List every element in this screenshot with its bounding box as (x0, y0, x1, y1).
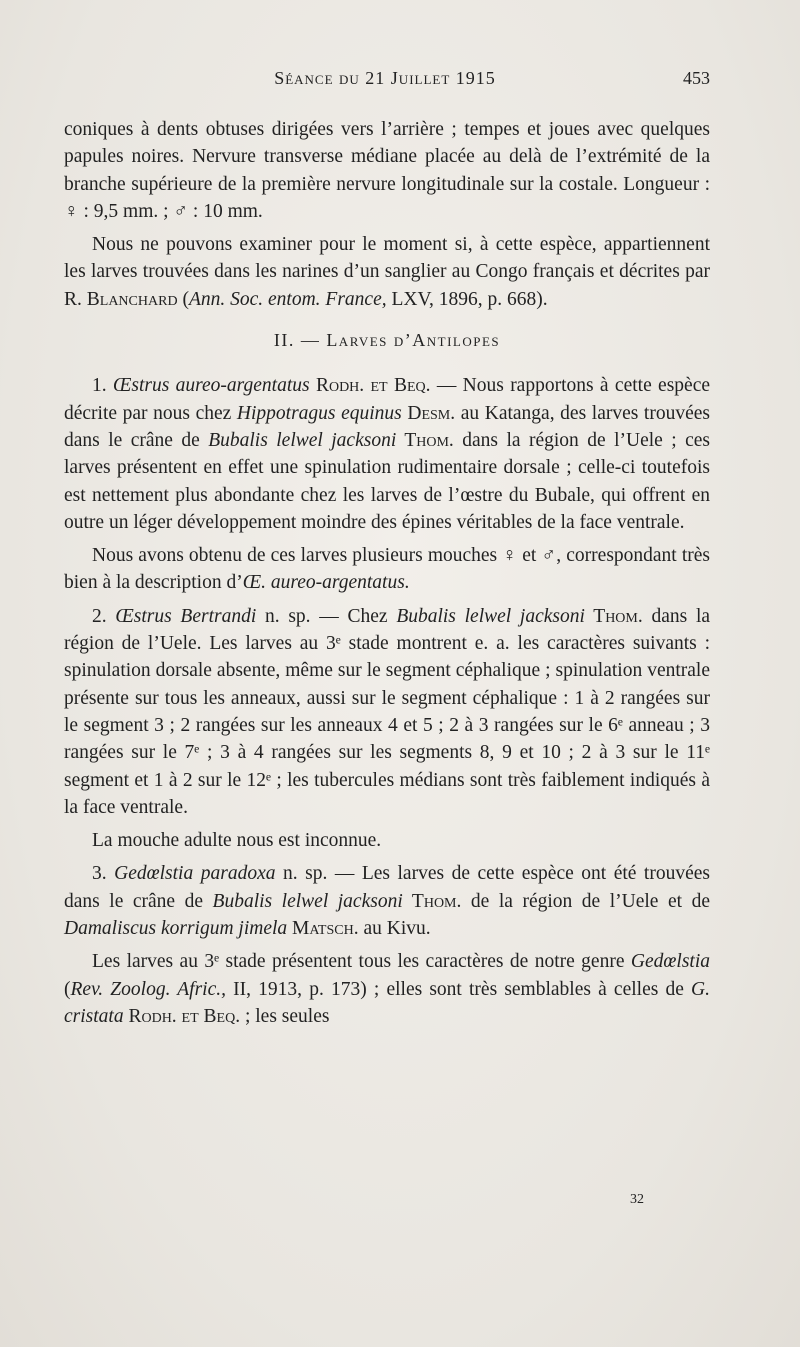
running-head: Séance du 21 Juillet 1915 (274, 68, 496, 88)
paragraph-oestrus-aureo: 1. Œstrus aureo-argentatus Rodh. et Beq. — Nous rapportons à cette espèce décrite par nous chez Hippotragus equinus Desm. au Katanga, des larves trouvées dans le crâne de Bubalis lelwel jacksoni Thom. dans la région de l’Uele ; ces larves présentent en effet une spinulation rudimentaire dorsale ; celle-ci toutefois est nettement plus abondante chez les larves de l’œstre du Bubale, qui offrent en outre un léger développement moindre des épines véritables de la face ventrale. (64, 375, 711, 533)
host-name: Bubalis lelwel jacksoni (208, 429, 397, 451)
species-name: Gedœlstia paradoxa (114, 863, 276, 885)
host-name: Bubalis lelwel jacksoni (212, 890, 403, 912)
species-name: G. cristata (64, 978, 711, 1027)
species-name: Œstrus Bertrandi (115, 605, 257, 627)
journal-title: Ann. Soc. entom. France, (188, 288, 387, 310)
paragraph-mouches: Nous avons obtenu de ces larves plusieurs mouches ♀ et ♂, correspondant très bien à la description d’Œ. aureo-argentatus. (64, 545, 710, 594)
paragraph-oestrus-bertrandi: 2. Œstrus Bertrandi n. sp. — Chez Bubalis lelwel jacksoni Thom. dans la région de l’Uele. Les larves au 3ᵉ stade montrent e. a. les caractères suivants : spinulation dorsale absente, même sur le segment céphalique ; spinulation ventrale présente sur tous les anneaux, aussi sur le segment céphalique : 1 à 2 rangées sur le segment 3 ; 2 rangées sur les anneaux 4 et 5 ; 2 à 3 rangées sur le 6ᵉ anneau ; 3 rangées sur le 7ᵉ ; 3 à 4 rangées sur les segments 8, 9 et 10 ; 2 à 3 sur le 11ᵉ segment et 1 à 2 sur le 12ᵉ ; les tubercules médians sont très faiblement indiqués à la face ventrale. (64, 605, 711, 818)
paragraph-larves-sanglier: Nous ne pouvons examiner pour le moment si, à cette espèce, appartiennent les larves trouvées dans les narines d’un sanglier au Congo français et décrites par R. Blanchard (Ann. Soc. entom. France, LXV, 1896, p. 668). (64, 234, 710, 310)
journal-title: Rev. Zoolog. Afric., (70, 978, 226, 1000)
author-name: Blanchard (86, 288, 178, 310)
species-name: Œstrus aureo-argentatus (112, 375, 310, 397)
signature-mark: 32 (630, 1192, 644, 1207)
paragraph-continuation: coniques à dents obtuses dirigées vers l’arrière ; tempes et joues avec quelques papules noires. Nervure transverse médiane placée au delà de l’extrémité de la branche supérieure de la première nervure longitudinale sur la costale. Longueur : ♀ : 9,5 mm. ; ♂ : 10 mm. (64, 119, 710, 222)
paragraph-gedoelstia: 3. Gedœlstia paradoxa n. sp. — Les larves de cette espèce ont été trouvées dans le crâne de Bubalis lelwel jacksoni Thom. de la région de l’Uele et de Damaliscus korrigum jimela Matsch. au Kivu. (64, 863, 710, 940)
host-name: Damaliscus korrigum jimela (64, 918, 288, 940)
species-name: Œ. aureo-argentatus. (242, 572, 410, 594)
paragraph-mouche-inconnue: La mouche adulte nous est inconnue. (92, 830, 382, 852)
page-header (60, 68, 710, 98)
section-title: II. — Larves d’Antilopes (273, 330, 501, 351)
host-name: Hippotragus equinus (236, 402, 402, 424)
host-name: Bubalis lelwel jacksoni (396, 605, 585, 627)
genus-name: Gedœlstia (630, 951, 710, 973)
page-number: 453 (683, 68, 710, 88)
body-text (64, 116, 710, 1036)
paragraph-larves-stade: Les larves au 3ᵉ stade présentent tous les caractères de notre genre Gedœlstia (Rev. Zoolog. Afric., II, 1913, p. 173) ; elles sont très semblables à celles de G. cristata Rodh. et Beq. ; les seules (64, 951, 711, 1027)
